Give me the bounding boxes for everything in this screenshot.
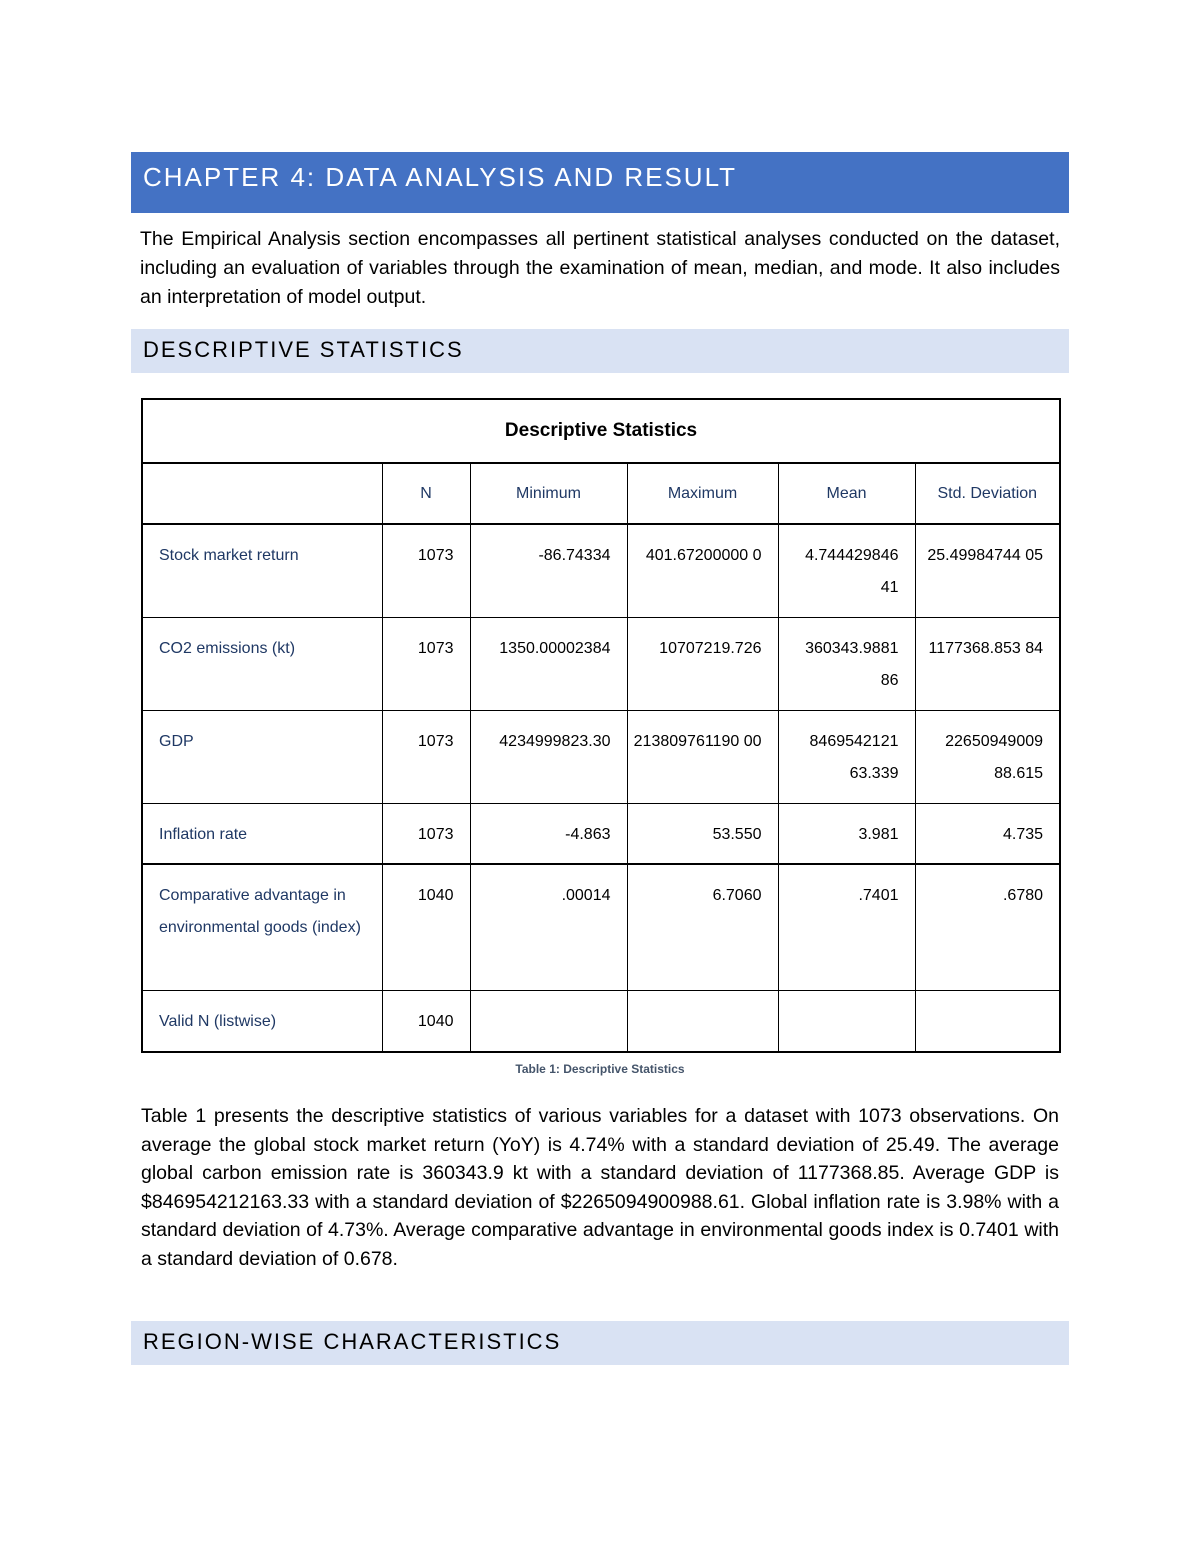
intro-paragraph: The Empirical Analysis section encompasses all pertinent statistical analyses conducted on the dataset, including an evaluation of variables through the examination of mean, median, and mode. It also includes an interpretation of model output. [140,228,1060,308]
table-row [142,864,1060,990]
table-row [142,803,1060,864]
cell-std-deviation: 4.735 [915,803,1060,864]
table-row [142,617,1060,710]
row-label: Stock market return [142,524,382,617]
cell-std-deviation: 1177368.853 84 [915,617,1060,710]
cell-std-deviation: 22650949009 88.615 [915,710,1060,803]
column-header-maximum: Maximum [627,463,778,524]
cell-n: 1040 [382,864,470,990]
row-label: GDP [142,710,382,803]
cell-n: 1073 [382,524,470,617]
cell-mean: 4.744429846 41 [778,524,915,617]
descriptive-statistics-table [141,398,1061,1053]
section-banner-region [131,1321,1069,1365]
column-header-mean: Mean [778,463,915,524]
column-header-minimum: Minimum [470,463,627,524]
cell-mean: 8469542121 63.339 [778,710,915,803]
row-label: Valid N (listwise) [142,990,382,1052]
cell-maximum: 10707219.726 [627,617,778,710]
table-title: Descriptive Statistics [142,399,1060,463]
row-label: Comparative advantage in environmental goods (index) [142,864,382,990]
cell-n: 1073 [382,617,470,710]
table-row [142,990,1060,1052]
chapter-title: CHAPTER 4: DATA ANALYSIS AND RESULT [143,162,737,192]
section-banner-descriptive [131,329,1069,373]
cell-n: 1073 [382,803,470,864]
row-label: CO2 emissions (kt) [142,617,382,710]
cell-std-deviation: .6780 [915,864,1060,990]
section-title-descriptive: DESCRIPTIVE STATISTICS [143,337,464,362]
cell-maximum [627,990,778,1052]
table-row [142,524,1060,617]
cell-n: 1073 [382,710,470,803]
cell-minimum: 1350.00002384 [470,617,627,710]
cell-minimum: 4234999823.30 [470,710,627,803]
cell-maximum: 53.550 [627,803,778,864]
cell-minimum: -86.74334 [470,524,627,617]
chapter-banner [131,152,1069,213]
cell-mean: 360343.9881 86 [778,617,915,710]
cell-mean: 3.981 [778,803,915,864]
cell-maximum: 401.67200000 0 [627,524,778,617]
summary-paragraph: Table 1 presents the descriptive statistics of various variables for a dataset with 1073 observations. On average the global stock market return (YoY) is 4.74% with a standard deviation of 25.49. The average global carbon emission rate is 360343.9 kt with a standard deviation of 1177368.85. Average GDP is $846954212163.33 with a standard deviation of $2265094900988.61. Global inflation rate is 3.98% with a standard deviation of 4.73%. Average comparative advantage in environmental goods index is 0.7401 with a standard deviation of 0.678. [141,1105,1059,1270]
column-header-empty [142,463,382,524]
cell-maximum: 213809761190 00 [627,710,778,803]
column-header-std-deviation: Std. Deviation [915,463,1060,524]
cell-maximum: 6.7060 [627,864,778,990]
cell-std-deviation [915,990,1060,1052]
table-caption: Table 1: Descriptive Statistics [515,1062,685,1076]
table-title-row [142,399,1060,463]
cell-mean [778,990,915,1052]
cell-mean: .7401 [778,864,915,990]
cell-minimum: -4.863 [470,803,627,864]
table-row [142,710,1060,803]
row-label: Inflation rate [142,803,382,864]
cell-minimum: .00014 [470,864,627,990]
cell-n: 1040 [382,990,470,1052]
cell-minimum [470,990,627,1052]
cell-std-deviation: 25.49984744 05 [915,524,1060,617]
column-header-n: N [382,463,470,524]
section-title-region: REGION-WISE CHARACTERISTICS [143,1329,562,1354]
table-header-row [142,463,1060,524]
